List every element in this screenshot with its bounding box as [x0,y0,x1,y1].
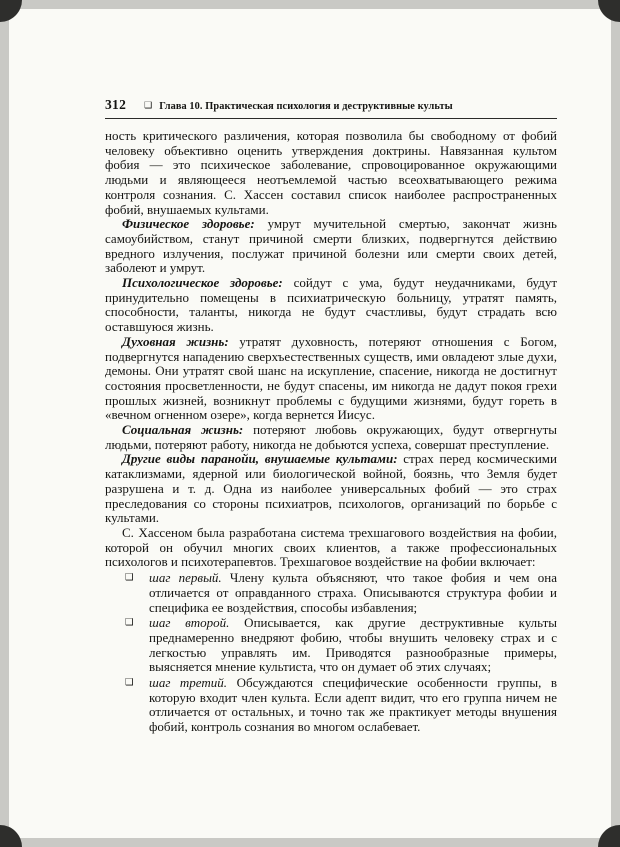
paragraph-text: потеряют любовь окружающих, будут отвергнуты людьми, потеряют работу, никогда не добьются успеха, совершат преступление. [105,422,557,452]
book-page [9,9,611,838]
header-square-bullet-icon: ❑ [144,100,153,110]
paragraph-text: утратят духовность, потеряют отношения с Богом, подвергнутся нападению сверхъестественных существ, ими овладеют злые духи, демоны. Они утратят свой шанс на искупление, спасение, никогда не достигнут состояния просветленности, не будут спасены, им никогда не дадут покоя грехи прошлых жизней, возникнут проблемы с будущими жизнями, будут гореть в «вечном огненном озере», когда вернется Иисус. [105,333,557,423]
paragraph-text: страх перед космическими катаклизмами, ядерной или биологической войной, боязнь, что Земля будет разрушена и т. д. Одна из наиболее универсальных фобий — это страх преследования со стороны психиатров, психологов, организаций по борьбе с культами. [105,451,557,526]
list-item [105,571,557,615]
paragraph-lead: Физическое здоровье: [122,216,255,232]
page-content [105,97,557,736]
list-item-lead: шаг второй. [149,615,230,631]
body-text [105,129,557,735]
list-square-bullet-icon: ❑ [125,573,134,584]
list-item-lead: шаг третий. [149,675,228,691]
paragraph-text: С. Хассеном была разработана система трехшагового воздействия на фобии, которой он обучил многих своих клиентов, а также профессиональных психологов и психотерапевтов. Трехшаговое воздействие на фобии включает: [105,524,557,570]
list-item [105,676,557,735]
paragraph [105,423,557,452]
paragraph-text: ность критического различения, которая позволила бы свободному от фобий человеку объективно оценить утверждения доктрины. Навязанная культом фобия — это психическое заболевание, спровоцированное окружающими людьми и являющееся неотъемлемой частью всеохватывающего режима контроля сознания. С. Хассен составил список наиболее распространенных фобий, внушаемых культами. [105,128,557,217]
list-item [105,616,557,675]
paragraph [105,217,557,276]
paragraph [105,452,557,526]
paragraph [105,276,557,335]
list-item-text: Описывается, как другие деструктивные культы преднамеренно внедряют фобию, чтобы внушить человеку страх и с легкостью управлять им. Приводятся разнообразные примеры, выясняется мнение культиста, что он думает об этих случаях; [149,615,557,675]
page-number: 312 [105,97,127,112]
list-item-lead: шаг первый. [149,570,222,586]
paragraph-lead: Социальная жизнь: [122,422,244,438]
paragraph [105,526,557,570]
list-square-bullet-icon: ❑ [125,678,134,689]
paragraph-lead: Психологическое здоровье: [122,275,283,291]
list-square-bullet-icon: ❑ [125,618,134,629]
list-item-text: Члену культа объясняют, что такое фобия и чем она отличается от оправданного страха. Описываются структура фобии и специфика ее воздействия, способы избавления; [149,570,557,615]
paragraph [105,129,557,217]
paragraph-text: сойдут с ума, будут неудачниками, будут принудительно помещены в психиатрическую больницу, утратят память, способности, таланты, никогда не будут счастливы, будут страдать всю оставшуюся жизнь. [105,275,557,335]
paragraph-lead: Духовная жизнь: [122,333,229,349]
paragraph [105,335,557,423]
chapter-title: Глава 10. Практическая психология и деструктивные культы [159,101,453,112]
paragraph-text: умрут мучительной смертью, закончат жизнь самоубийством, станут причиной смерти близких, подвергнутся действию вредного излучения, послужат причиной болезни или смерти своих детей, заболеют и умрут. [105,216,557,276]
steps-list [105,571,557,735]
paragraph-lead: Другие виды паранойи, внушаемые культами: [122,451,398,467]
page-header [105,97,557,119]
list-item-text: Обсуждаются специфические особенности группы, в которую входит член культа. Если адепт видит, что его группа ничем не отличается от остальных, и точно так же практикует методы внушения фобий, контроль сознания во многом ослабевает. [149,675,558,735]
